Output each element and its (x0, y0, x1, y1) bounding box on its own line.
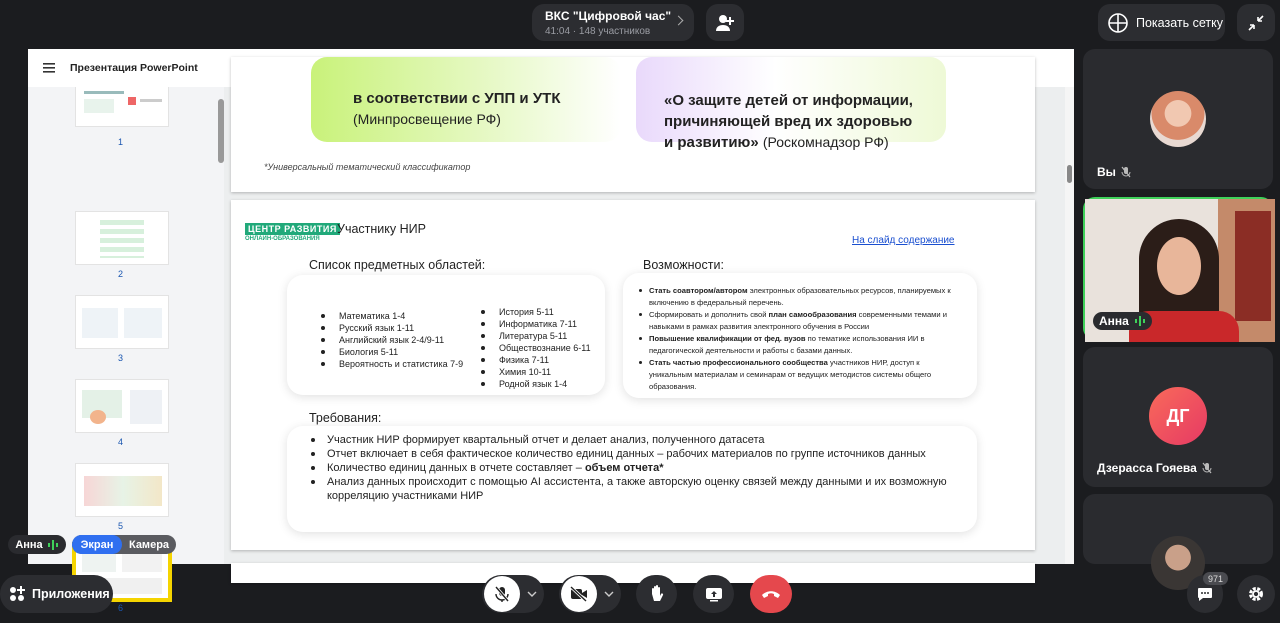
camera-control[interactable] (559, 575, 621, 613)
slide-title: Участнику НИР (337, 222, 426, 236)
list-item: Отчет включает в себя фактическое количество единиц данных – рабочих материалов по группе источников данных (307, 447, 947, 461)
slide5-right-line3: и развитию» (664, 134, 759, 151)
list-item: Информатика 7-11 (477, 318, 591, 330)
grid-icon (1108, 13, 1128, 33)
presenter-name-chip: Анна (8, 535, 66, 554)
mic-muted-icon (1121, 166, 1131, 178)
subjects-box (287, 275, 605, 395)
slide5-left-normal: (Минпросвещение РФ) (353, 111, 501, 127)
bookshelf (1235, 211, 1271, 321)
avatar-initials: ДГ (1149, 387, 1207, 445)
chevron-down-icon[interactable] (604, 591, 614, 597)
list-item: Вероятность и статистика 7-9 (317, 358, 463, 370)
thumbnail-number: 6 (118, 603, 124, 613)
scrollbar-thumb[interactable] (1067, 165, 1072, 183)
slide-thumbnail[interactable] (75, 87, 169, 127)
main-scrollbar[interactable] (1065, 87, 1074, 564)
mic-button[interactable] (484, 576, 520, 612)
collapse-button[interactable] (1237, 4, 1275, 41)
participant-name: Дзерасса Гояева (1097, 461, 1212, 475)
share-screen-icon (705, 587, 723, 602)
document-title: Презентация PowerPoint (70, 62, 198, 74)
hang-up-icon (761, 589, 781, 599)
chevron-down-icon[interactable] (527, 591, 537, 597)
add-user-icon (715, 14, 735, 32)
slide5-right-line1: «О защите детей от информации, (664, 92, 913, 109)
opportunities-box (623, 273, 977, 398)
slide5-left-bold: в соответствии с УПП и УТК (353, 90, 561, 107)
apps-button[interactable] (0, 575, 113, 613)
speaking-icon (1134, 316, 1146, 326)
participant-tile-anna[interactable] (1083, 197, 1273, 340)
chat-icon (1197, 587, 1213, 602)
apps-icon (9, 586, 25, 602)
participant-tile-4[interactable] (1083, 494, 1273, 564)
camera-tab[interactable]: Камера (128, 538, 170, 551)
show-grid-label: Показать сетку (1136, 15, 1223, 30)
chat-count-badge: 971 (1203, 572, 1228, 585)
slide5-left-box (311, 57, 621, 142)
mic-muted-icon (1202, 462, 1212, 474)
list-item: Сформировать и дополнить свой план самообразования современными темами и навыками в рамках развития электронного обучения в России (639, 309, 959, 333)
speaking-icon (47, 540, 59, 550)
thumbnail-number: 5 (118, 521, 124, 531)
hand-icon (649, 585, 665, 603)
list-item: Стать соавтором/автором электронных образовательных ресурсов, планируемых к включению в федеральный перечень. (639, 285, 959, 309)
slide-6 (231, 200, 1035, 550)
list-item: Повышение квалификации от фед. вузов по тематике использования ИИ в педагогической деятельности и работы с базами данных. (639, 333, 959, 357)
list-item: Стать частью профессионального сообщества участников НИР, доступ к уникальным материалам и семинарам от ведущих методистов системы общего образования. (639, 357, 959, 393)
end-call-button[interactable] (750, 575, 792, 613)
thumbnail-number: 1 (118, 137, 124, 147)
collapse-icon (1247, 14, 1265, 32)
list-item: Русский язык 1-11 (317, 322, 463, 334)
list-item: Родной язык 1-4 (477, 378, 591, 390)
list-item: Математика 1-4 (317, 310, 463, 322)
show-grid-button[interactable] (1098, 4, 1225, 41)
subjects-heading: Список предметных областей: (309, 258, 486, 272)
call-title: ВКС "Цифровой час" (545, 9, 672, 23)
slide-7 (231, 563, 1035, 583)
thumbnail-number: 3 (118, 353, 124, 363)
opportunities-list (639, 285, 959, 393)
thumbnail-number: 4 (118, 437, 124, 447)
participant-tile-self[interactable] (1083, 49, 1273, 189)
slide-thumbnail[interactable] (75, 211, 169, 265)
list-item: Анализ данных происходит с помощью AI ассистента, а также авторскую оценку связей между данными и их возможную корреляцию участниками НИР (307, 475, 947, 503)
slide5-right-box (636, 57, 946, 151)
subjects-list-2 (477, 306, 591, 390)
slide-thumbnail[interactable] (75, 379, 169, 433)
list-item: Физика 7-11 (477, 354, 591, 366)
slide-5 (231, 57, 1035, 192)
list-item: Биология 5-11 (317, 346, 463, 358)
list-item: Химия 10-11 (477, 366, 591, 378)
list-item: Количество единиц данных в отчете составляет – объем отчета* (307, 461, 947, 475)
list-item: Участник НИР формирует квартальный отчет и делает анализ, полученного датасета (307, 433, 947, 447)
slide-view (224, 87, 1074, 564)
mic-control[interactable] (482, 575, 544, 613)
requirements-heading: Требования: (309, 411, 382, 425)
opportunities-heading: Возможности: (643, 258, 724, 272)
slide-thumbnail[interactable] (75, 295, 169, 349)
call-subtitle: 41:04 · 148 участников (545, 26, 651, 37)
logo: ЦЕНТР РАЗВИТИЯ (245, 223, 340, 235)
apps-label: Приложения (32, 587, 110, 601)
share-screen-button[interactable] (693, 575, 734, 613)
thumbnail-number: 2 (118, 269, 124, 279)
view-switch[interactable] (72, 535, 176, 554)
contents-link[interactable]: На слайд содержание (852, 235, 955, 246)
requirements-box (287, 426, 977, 532)
camera-off-icon (570, 587, 588, 601)
avatar (1150, 91, 1206, 147)
gear-icon (1247, 585, 1265, 603)
slide-thumbnail[interactable] (75, 463, 169, 517)
participant-tile-dzerassa[interactable] (1083, 347, 1273, 487)
mic-off-icon (495, 586, 509, 602)
settings-button[interactable] (1237, 575, 1275, 613)
subjects-list-1 (317, 310, 463, 370)
call-info-pill[interactable] (532, 4, 694, 41)
slide5-right-line2: причиняющей вред их здоровью (664, 113, 913, 130)
menu-icon[interactable] (43, 63, 55, 73)
screen-tab[interactable]: Экран (72, 535, 122, 554)
slide5-right-normal: (Роскомнадзор РФ) (762, 134, 889, 150)
add-participant-button[interactable] (706, 4, 744, 41)
list-item: Английский язык 2-4/9-11 (317, 334, 463, 346)
slide5-footnote: *Универсальный тематический классификатор (264, 162, 471, 172)
list-item: История 5-11 (477, 306, 591, 318)
list-item: Обществознание 6-11 (477, 342, 591, 354)
participant-name: Анна (1093, 312, 1152, 330)
camera-button[interactable] (561, 576, 597, 612)
list-item: Литература 5-11 (477, 330, 591, 342)
requirements-list (307, 433, 947, 503)
participant-name: Вы (1097, 165, 1131, 179)
logo-subtitle: ОНЛАЙН-ОБРАЗОВАНИЯ (245, 236, 320, 242)
raise-hand-button[interactable] (636, 575, 677, 613)
